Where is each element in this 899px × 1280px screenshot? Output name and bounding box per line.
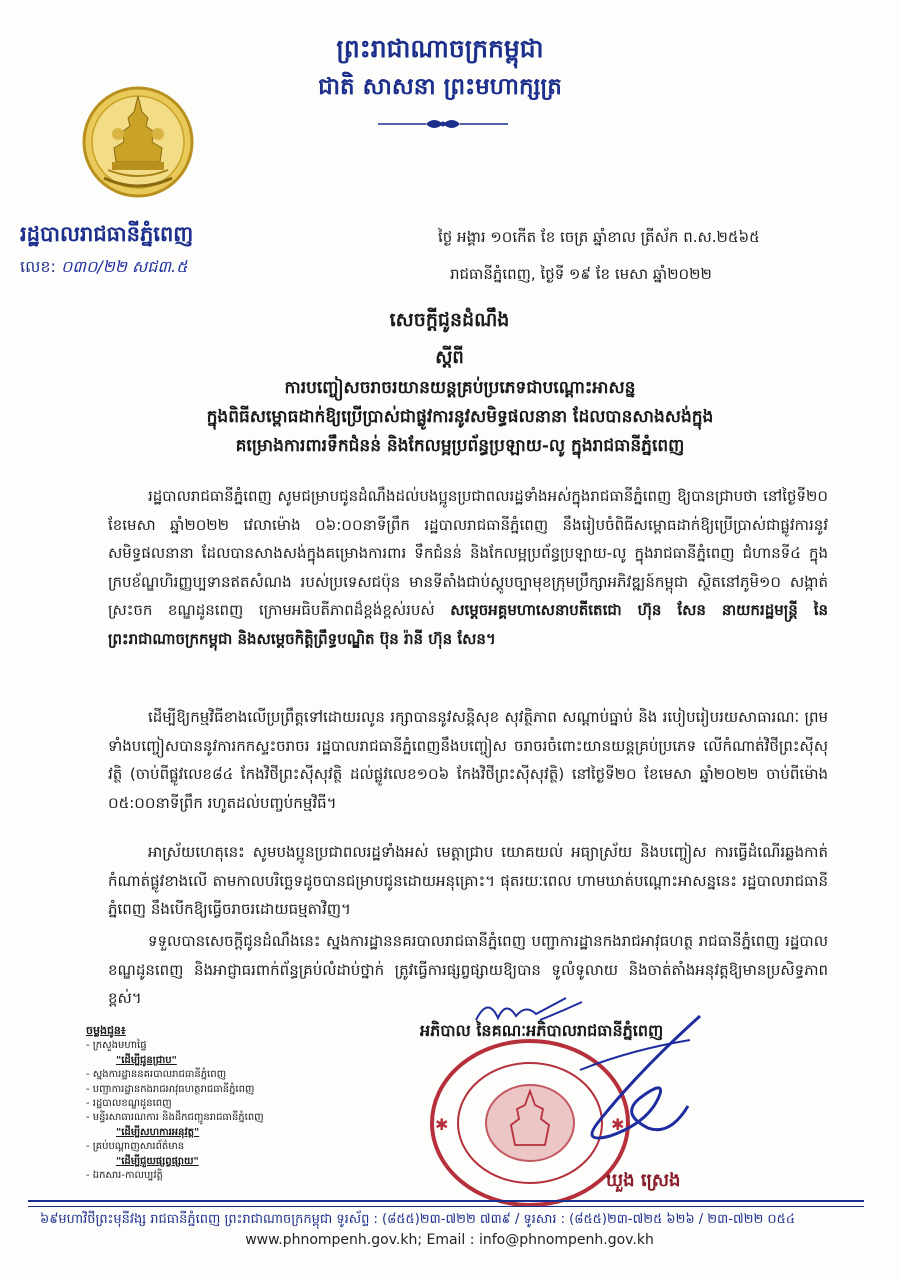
- body-paragraph-1: [108, 482, 828, 654]
- phnom-penh-emblem-icon: [82, 82, 194, 200]
- paragraph-text: រដ្ឋបាលរាជធានីភ្នំពេញ សូមជម្រាបជូនដំណឹងដល់បងប្អូនប្រជាពលរដ្ឋទាំងអស់ក្នុងរាជធានីភ្នំពេញ ឱ្យបានជ្រាបថា នៅថ្ងៃទី២០ ខែមេសា ឆ្នាំ២០២២ វេលាម៉ោង ០៦:០០នាទីព្រឹក រដ្ឋបាលរាជធានីភ្នំពេញ នឹងរៀបចំពិធីសម្ពោធដាក់ឱ្យប្រើប្រាស់ជាផ្លូវការនូវសមិទ្ធផលនានា ដែលបានសាងសង់ក្នុងគម្រោងការពារ ទឹកជំនន់ និងកែលម្អប្រព័ន្ធប្រឡាយ-លូ ក្នុងរាជធានីភ្នំពេញ ជំហានទី៤ ក្នុងក្របខ័ណ្ឌហិរញ្ញប្បទានឥតសំណង របស់ប្រទេសជប៉ុន មានទីតាំងជាប់ស្តូបច្បាមុខក្រុមប្រឹក្សាអភិវឌ្ឍន៍កម្ពុជា ស្ថិតនៅភូមិ១០ សង្កាត់ស្រះចក ខណ្ឌដូនពេញ ក្រោមអធិបតីភាពដ៏ខ្ពង់ខ្ពស់របស់: [108, 487, 828, 620]
- body-paragraph-4: [108, 927, 828, 1013]
- sender-department: រដ្ឋបាលរាជធានីភ្នំពេញ: [20, 221, 194, 246]
- solar-date: រាជធានីភ្នំពេញ, ថ្ងៃទី ១៩ ខែ មេសា ឆ្នាំ២០២២: [450, 265, 712, 283]
- subject-line: ការបញ្ចៀសចរាចរយានយន្តគ្រប់ប្រភេទជាបណ្តោះអាសន្ន: [284, 378, 636, 398]
- recipient-item: - ឯកសារ-កាលប្បវត្តិ: [86, 1170, 163, 1182]
- signatory-title: អភិបាល នៃគណៈអភិបាលរាជធានីភ្នំពេញ: [420, 1021, 664, 1040]
- body-paragraph-2: [108, 703, 828, 817]
- footer-divider-thin: [28, 1206, 864, 1207]
- recipient-item: - មន្ទីរសាធារណការ និងដឹកជញ្ជូនរាជធានីភ្នំពេញ: [86, 1112, 264, 1124]
- reference-label: លេខ:: [20, 257, 56, 276]
- recipients-list: [86, 1024, 406, 1183]
- paragraph-bold-text: សម្តេចអគ្គមហាសេនាបតីតេជោ ហ៊ុន សែន នាយករដ្ឋមន្ត្រី នៃព្រះរាជាណាចក្រកម្ពុជា និងសម្តេចកិត្តិព្រឹទ្ធបណ្ឌិត ប៊ុន រ៉ានី ហ៊ុន សែន។: [108, 601, 828, 648]
- reference-value: ០៣០/២២ សជ៣.៥: [60, 257, 188, 276]
- ornament-divider-icon: [378, 116, 508, 132]
- lunar-date: ថ្ងៃ អង្គារ ១០កើត ខែ ចេត្រ ឆ្នាំខាល ត្រីស័ក ព.ស.២៥៦៥: [438, 228, 760, 246]
- reference-number: [20, 256, 187, 280]
- letterhead: [220, 32, 660, 104]
- signatory-name: ឃួង ស្រេង: [606, 1170, 681, 1191]
- recipient-item: - ស្នងការដ្ឋាននគរបាលរាជធានីភ្នំពេញ: [86, 1069, 227, 1081]
- kingdom-name: ព្រះរាជាណាចក្រកម្ពុជា: [336, 34, 544, 63]
- recipient-item: - រដ្ឋបាលខណ្ឌដូនពេញ: [86, 1098, 172, 1110]
- body-paragraph-3: [108, 838, 828, 924]
- svg-text:✱: ✱: [611, 1115, 625, 1134]
- recipient-item: - ក្រសួងមហាផ្ទៃ: [86, 1040, 147, 1052]
- footer-website-email: www.phnompenh.gov.kh; Email : info@phnompenh.gov.kh: [245, 1232, 654, 1248]
- recipients-heading: ចម្លងជូន៖: [86, 1024, 126, 1037]
- recipient-note: "ដើម្បីជូនជ្រាប": [116, 1054, 177, 1066]
- document-about: ស្តីពី: [435, 347, 464, 368]
- subject-line: ក្នុងពិធីសម្ពោធដាក់ឱ្យប្រើប្រាស់ជាផ្លូវការនូវសមិទ្ធផលនានា ដែលបានសាងសង់ក្នុង: [206, 407, 714, 427]
- paragraph-text: ដើម្បីឱ្យកម្មវិធីខាងលើប្រព្រឹត្តទៅដោយរលូន រក្សាបាននូវសន្តិសុខ សុវត្ថិភាព សណ្តាប់ធ្នាប់ និង របៀបរៀបរយសាធារណៈ ព្រមទាំងបញ្ចៀសបាននូវការកកស្ទះចរាចរ រដ្ឋបាលរាជធានីភ្នំពេញនឹងបញ្ចៀស ចរាចរចំពោះយានយន្តគ្រប់ប្រភេទ លើកំណាត់វិថីព្រះស៊ីសុវត្ថិ (ចាប់ពីផ្លូវលេខ៨៤ កែងវិថីព្រះស៊ីសុវត្ថិ ដល់ផ្លូវលេខ១០៦ កែងវិថីព្រះស៊ីសុវត្ថិ) នៅថ្ងៃទី២០ ខែមេសា ឆ្នាំ២០២២ ចាប់ពីម៉ោង ០៥:០០នាទីព្រឹក រហូតដល់បញ្ចប់កម្មវិធី។: [108, 708, 828, 812]
- recipient-item: - បញ្ជាការដ្ឋានកងរាជអាវុធហត្ថរាជធានីភ្នំពេញ: [86, 1083, 255, 1095]
- paragraph-text: ទទួលបានសេចក្តីជូនដំណឹងនេះ ស្នងការដ្ឋាននគរបាលរាជធានីភ្នំពេញ បញ្ជាការដ្ឋានកងរាជអាវុធហត្ថ រាជធានីភ្នំពេញ រដ្ឋបាលខណ្ឌដូនពេញ និងអាជ្ញាធរពាក់ព័ន្ធគ្រប់លំដាប់ថ្នាក់ ត្រូវធ្វើការផ្សព្វផ្សាយឱ្យបាន ទូលំទូលាយ និងចាត់តាំងអនុវត្តឱ្យមានប្រសិទ្ធភាពខ្ពស់។: [108, 932, 828, 1008]
- national-motto: ជាតិ សាសនា ព្រះមហាក្សត្រ: [318, 73, 562, 100]
- document-title: សេចក្តីជូនដំណឹង: [389, 309, 510, 331]
- governor-signature-icon: [560, 1010, 710, 1160]
- paragraph-text: អាស្រ័យហេតុនេះ សូមបងប្អូនប្រជាពលរដ្ឋទាំងអស់ មេត្តាជ្រាប យោគយល់ អធ្យាស្រ័យ និងបញ្ចៀស ការធ្វើដំណើរឆ្លងកាត់កំណាត់ផ្លូវខាងលើ តាមកាលបរិច្ឆេទដូចបានជម្រាបជូនដោយអនុគ្រោះ។ ផុតរយៈពេល ហាមឃាត់បណ្តោះអាសន្ននេះ រដ្ឋបាលរាជធានីភ្នំពេញ នឹងបើកឱ្យធ្វើចរាចរដោយធម្មតាវិញ។: [108, 843, 828, 919]
- subject-line: គម្រោងការពារទឹកជំនន់ និងកែលម្អប្រព័ន្ធប្រឡាយ-លូ ក្នុងរាជធានីភ្នំពេញ: [235, 436, 685, 456]
- svg-text:✱: ✱: [435, 1115, 449, 1134]
- recipient-note: "ដើម្បីសហការអនុវត្ត": [116, 1126, 200, 1138]
- recipient-item: - គ្រប់បណ្តាញសារព័ត៌មាន: [86, 1141, 185, 1153]
- footer-address: ៦៩មហាវិថីព្រះមុនីវង្ស រាជធានីភ្នំពេញ ព្រះរាជាណាចក្រកម្ពុជា ទូរស័ព្ទ : (៨៥៥)២៣-៧២២ ៧៣៩ / ទូរសារ : (៨៥៥)២៣-៧២៥ ៦២៦ / ២៣-៧២២ ០៥៤: [40, 1212, 796, 1227]
- recipient-note: "ដើម្បីជួយផ្សព្វផ្សាយ": [116, 1155, 199, 1167]
- footer-divider: [28, 1200, 864, 1202]
